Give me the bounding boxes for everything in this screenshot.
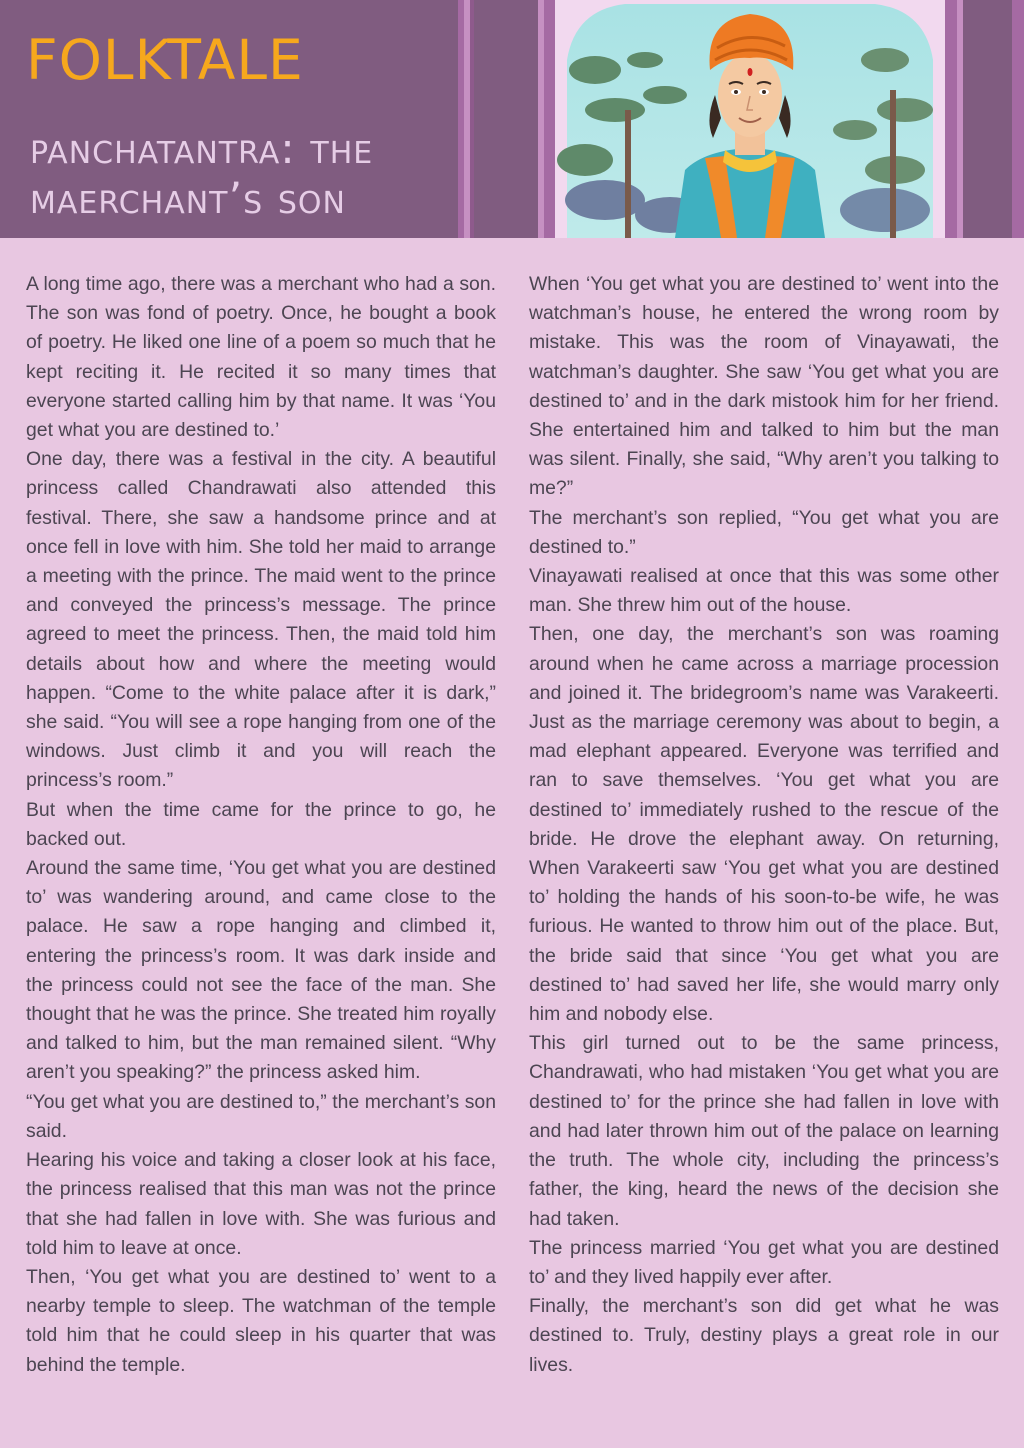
paragraph: Hearing his voice and taking a closer look at his face, the princess realised that this man was not the prince that she had fallen in love with. She was furious and told him to leave at once.: [26, 1149, 496, 1259]
story-column-right: [529, 270, 999, 1380]
paragraph: Around the same time, ‘You get what you are destined to’ was wandering around, and came close to the palace. He saw a rope hanging and climbed it, entering the princess’s room. It was dark inside and the princess could not see the face of the man. She thought that he was the prince. She treated him royally and talked to him, but the man remained silent. “Why aren’t you speaking?” the princess asked him.: [26, 857, 496, 1084]
story-title: panchatantra: the maerchant’s son: [30, 124, 374, 224]
merchant-son-illustration: [555, 0, 945, 238]
paragraph: Finally, the merchant’s son did get what he was destined to. Truly, destiny plays a great role in our lives.: [529, 1295, 999, 1376]
paragraph: When ‘You get what you are destined to’ went into the watchman’s house, he entered the wrong room by mistake. This was the room of Vinayawati, the watchman’s daughter. She saw ‘You get what you are destined to’ and in the dark mistook him for her friend. She entertained him and talked to him but the man was silent. Finally, she said, “Why aren’t you talking to me?”: [529, 273, 999, 500]
paragraph: The princess married ‘You get what you are destined to’ and they lived happily ever after.: [529, 1236, 999, 1288]
paragraph: Then, one day, the merchant’s son was roaming around when he came across a marriage procession and joined it. The bridegroom’s name was Varakeerti. Just as the marriage ceremony was about to begin, a mad elephant appeared. Everyone was terrified and ran to save themselves. ‘You get what you are destined to’ immediately rushed to the rescue of the bride. He drove the elephant away. On returning, When Varakeerti saw ‘You get what you are destined to’ holding the hands of his soon-to-be wife, he was furious. He wanted to throw him out of the place. But, the bride said that since ‘You get what you are destined to’ had saved her life, she would marry only him and nobody else.: [529, 623, 999, 1026]
paragraph: This girl turned out to be the same princess, Chandrawati, who had mistaken ‘You get what you are destined to’ for the prince she had fallen in love with and had later thrown him out of the palace on learning the truth. The whole city, including the princess’s father, the king, heard the news of the decision she had taken.: [529, 1032, 999, 1230]
paragraph: But when the time came for the prince to go, he backed out.: [26, 798, 496, 850]
paragraph: “You get what you are destined to,” the merchant’s son said.: [26, 1090, 496, 1142]
paragraph: A long time ago, there was a merchant who had a son. The son was fond of poetry. Once, he bought a book of poetry. He liked one line of a poem so much that he kept reciting it. He recited it so many times that everyone started calling him by that name. It was ‘You get what you are destined to.’: [26, 273, 496, 442]
section-label: folktale: [26, 8, 304, 98]
paragraph: One day, there was a festival in the city. A beautiful princess called Chandrawati also attended this festival. There, she saw a handsome prince and at once fell in love with him. She told her maid to arrange a meeting with the prince. The maid went to the prince and conveyed the princess’s message. The prince agreed to meet the princess. Then, the maid told him details about how and where the meeting would happen. “Come to the white palace after it is dark,” she said. “You will see a rope hanging from one of the windows. Just climb it and you will reach the princess’s room.”: [26, 448, 496, 792]
paragraph: The merchant’s son replied, “You get what you are destined to.”: [529, 506, 999, 558]
paragraph: Then, ‘You get what you are destined to’ went to a nearby temple to sleep. The watchman of the temple told him that he could sleep in his quarter that was behind the temple.: [26, 1265, 496, 1376]
story-column-left: [26, 270, 496, 1380]
paragraph: Vinayawati realised at once that this was some other man. She threw him out of the house.: [529, 565, 999, 617]
header-banner: [0, 0, 1024, 238]
